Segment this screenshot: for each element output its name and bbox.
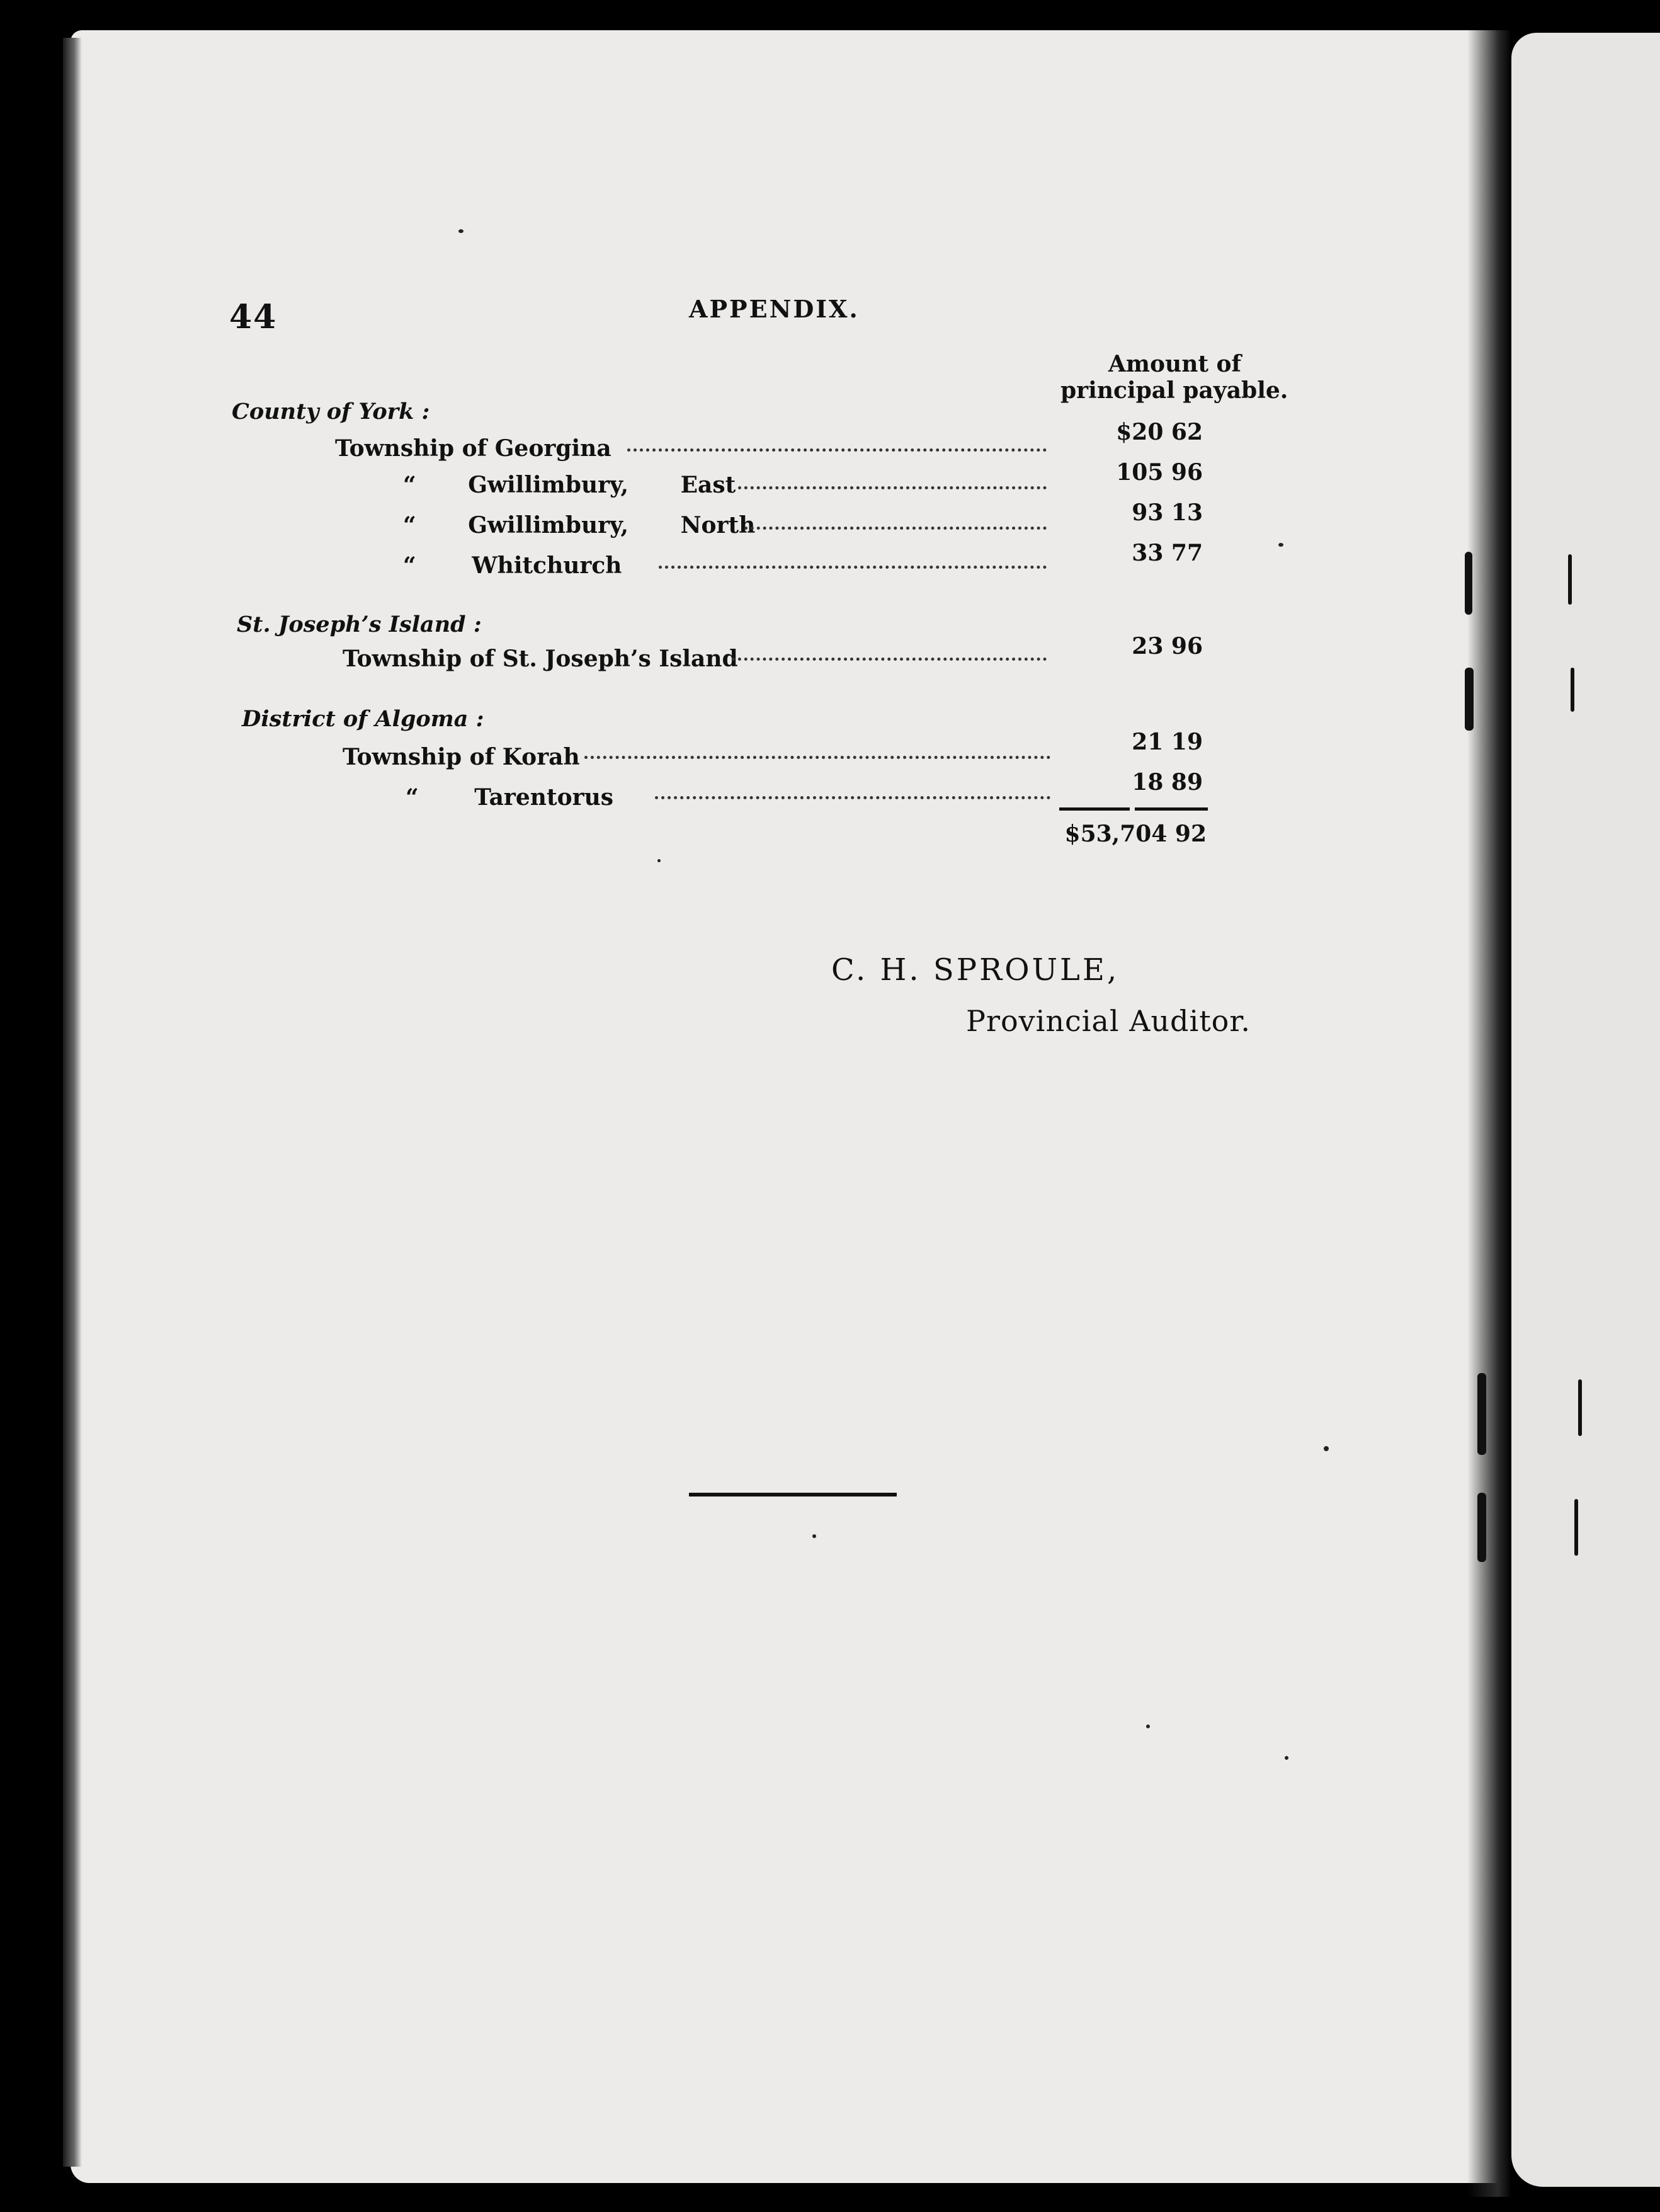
page-number: 44 [229, 298, 278, 336]
dot-leader [655, 796, 1050, 799]
section-heading: District of Algoma : [242, 706, 484, 732]
section-heading: St. Joseph’s Island : [237, 612, 482, 637]
dust-speck [458, 229, 463, 233]
dust-speck [1146, 1725, 1150, 1728]
column-header-line2: principal payable. [1060, 377, 1288, 404]
row-amount: 105 96 [1116, 459, 1203, 486]
row-label: Township of St. Joseph’s Island [343, 646, 738, 672]
dot-leader [627, 448, 1047, 452]
binding-stitch [1477, 1493, 1486, 1562]
signature-title: Provincial Auditor. [966, 1004, 1251, 1038]
row-label: “ Gwillimbury, North [403, 512, 756, 539]
running-title: APPENDIX. [689, 295, 860, 323]
binding-stitch [1477, 1373, 1486, 1455]
closing-rule [689, 1493, 897, 1497]
dot-leader [744, 527, 1047, 530]
row-amount: 33 77 [1132, 540, 1203, 566]
total-rule [1059, 807, 1130, 811]
binding-stitch [1574, 1499, 1578, 1556]
binding-stitch [1571, 668, 1574, 712]
binding-stitch [1465, 668, 1474, 731]
page-binding-edge [63, 38, 82, 2167]
dot-leader [732, 658, 1047, 661]
row-label: Township of Georgina [335, 435, 611, 462]
row-amount: 21 19 [1132, 729, 1203, 755]
row-amount: 18 89 [1132, 769, 1203, 795]
column-header-line1: Amount of [1108, 351, 1242, 377]
row-amount: 93 13 [1132, 499, 1203, 526]
dot-leader [738, 486, 1047, 489]
row-label: “ Whitchurch [403, 552, 622, 579]
row-label: Township of Korah [343, 744, 580, 770]
dust-speck [1278, 543, 1283, 547]
row-label: “ Tarentorus [406, 784, 614, 811]
dust-speck [1285, 1756, 1288, 1760]
dot-leader [584, 756, 1050, 759]
dot-leader [659, 566, 1047, 569]
document-page [71, 30, 1501, 2183]
row-amount: $20 62 [1116, 419, 1203, 445]
row-label: “ Gwillimbury, East [403, 472, 736, 498]
binding-stitch [1578, 1379, 1582, 1436]
row-amount: 23 96 [1132, 633, 1203, 659]
dust-speck [1324, 1446, 1329, 1451]
dust-speck [812, 1534, 816, 1538]
binding-stitch [1465, 552, 1472, 615]
binding-stitch [1568, 554, 1572, 605]
total-amount: $53,704 92 [1064, 821, 1207, 847]
total-rule [1135, 807, 1208, 811]
facing-page-edge [1511, 33, 1660, 2187]
dust-speck [657, 859, 661, 862]
gutter-shadow [1467, 30, 1511, 2197]
section-heading: County of York : [232, 399, 430, 425]
signature-name: C. H. SPROULE, [831, 952, 1120, 988]
